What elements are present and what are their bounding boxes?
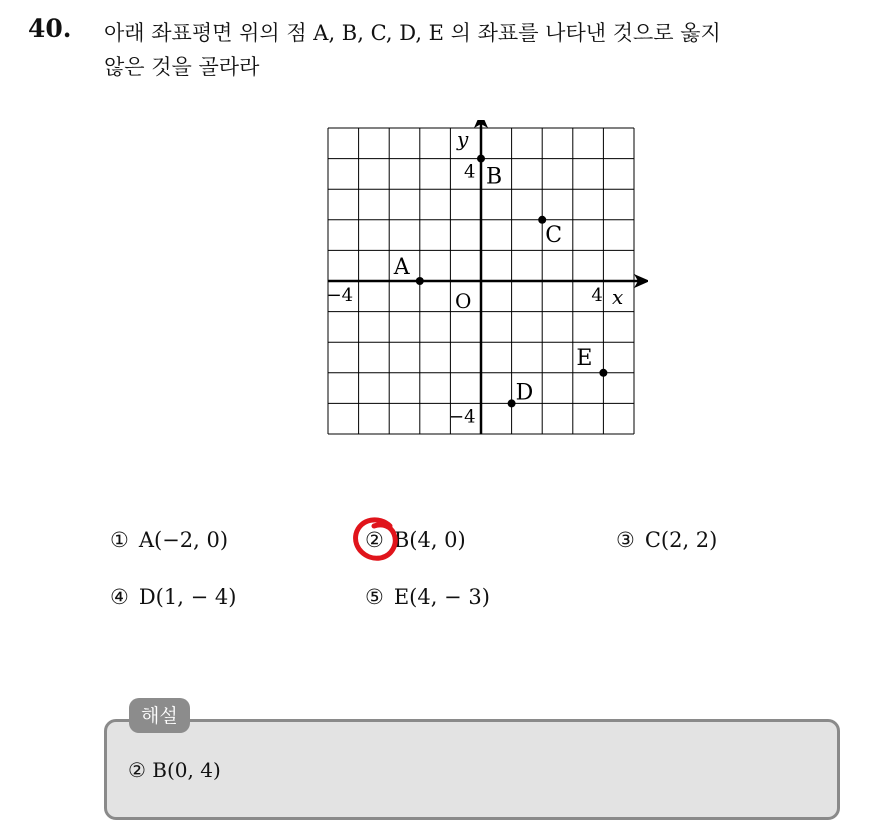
y-max-tick-label: 4 (464, 161, 476, 183)
question-text-line-1: 아래 좌표평면 위의 점 A, B, C, D, E 의 좌표를 나타낸 것으로 옳지 (104, 21, 721, 45)
choice-4[interactable] (110, 585, 236, 609)
choice-text: C(2, 2) (644, 528, 718, 552)
coordinate-plane (318, 120, 648, 450)
point-label-b: B (486, 164, 503, 190)
y-min-tick-label: −4 (449, 406, 476, 428)
choice-number: ③ (616, 528, 635, 552)
choice-5[interactable] (365, 585, 490, 609)
choice-text: D(1, − 4) (138, 585, 237, 609)
choice-text: E(4, − 3) (393, 585, 490, 609)
choice-1[interactable] (110, 528, 228, 552)
point-label-d: D (515, 380, 534, 406)
choice-number: ④ (110, 585, 129, 609)
question-number: 40. (28, 14, 72, 43)
point-b (477, 155, 485, 163)
choice-3[interactable] (616, 528, 717, 552)
explanation-text: ② B(0, 4) (128, 758, 221, 782)
choice-number: ② (365, 528, 384, 552)
x-min-tick-label: −4 (326, 285, 354, 306)
choice-text: A(−2, 0) (138, 528, 229, 552)
explanation-tag: 해설 (129, 698, 190, 733)
choice-number: ① (110, 528, 129, 552)
y-axis-label: y (457, 127, 469, 151)
question-text (104, 16, 864, 84)
answer-circle-mark (350, 514, 404, 564)
x-axis-label: x (612, 285, 624, 309)
question-text-line-2: 않은 것을 골라라 (104, 55, 260, 79)
axis-labels (327, 127, 624, 427)
point-e (599, 369, 607, 377)
point-label-a: A (393, 255, 410, 280)
origin-label: O (455, 289, 472, 313)
point-d (508, 399, 516, 407)
choice-number: ⑤ (365, 585, 384, 609)
point-label-e: E (576, 345, 593, 371)
choice-text: B(4, 0) (393, 528, 466, 552)
point-a (416, 277, 424, 285)
point-label-c: C (545, 222, 563, 248)
x-max-tick-label: 4 (591, 285, 603, 306)
